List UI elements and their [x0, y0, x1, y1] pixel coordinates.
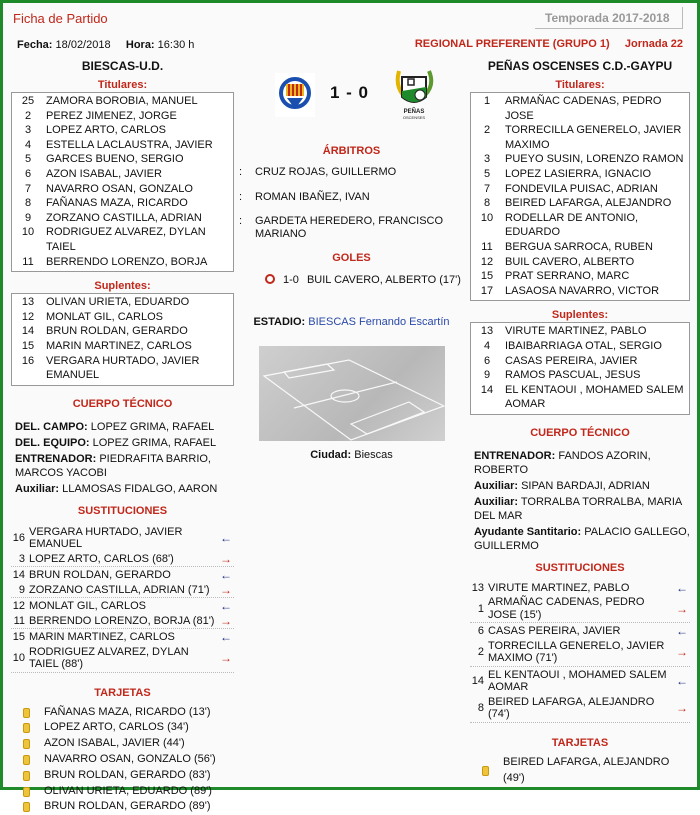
away-substitutions-title: SUSTITUCIONES: [535, 561, 625, 574]
substitution-out: [470, 696, 690, 721]
sub-in-number: 6: [477, 625, 484, 638]
substitution-in: [11, 600, 234, 613]
shield-crest-icon: [275, 73, 315, 117]
player-row: [12, 94, 233, 109]
sub-out-number: 2: [477, 646, 484, 659]
substitution-in: [11, 569, 234, 582]
player-number: 13: [480, 325, 494, 338]
sub-out-number: 11: [13, 614, 25, 627]
home-cards-title: TARJETAS: [94, 686, 151, 699]
sub-in-number: 14: [12, 569, 25, 582]
player-row: [471, 354, 689, 369]
sub-in-name: CASAS PEREIRA, JAVIER: [488, 625, 621, 638]
arrow-right-out-icon: →: [220, 582, 232, 597]
referee-row: [239, 191, 464, 204]
player-number: 4: [483, 339, 491, 352]
substitution-out: [11, 615, 234, 628]
sub-out-number: 10: [12, 651, 25, 664]
player-number: 14: [480, 383, 494, 396]
away-cards-list: [470, 755, 690, 787]
substitution-row: [11, 569, 234, 598]
sub-in-name: MARIN MARTINEZ, CARLOS: [29, 631, 175, 644]
yellow-card-icon: [23, 723, 30, 733]
staff-name: FANDOS AZORIN, ROBERTO: [474, 449, 651, 476]
city-info: [239, 449, 464, 461]
card-row: [11, 784, 234, 800]
sub-out-number: 1: [477, 602, 484, 615]
sub-in-number: 16: [12, 531, 25, 544]
competition-info: [415, 38, 683, 50]
player-number: 8: [483, 197, 491, 210]
staff-name: LLAMOSAS FIDALGO, AARON: [62, 482, 218, 495]
player-number: 16: [21, 354, 35, 367]
player-name: PUEYO SUSIN, LORENZO RAMON: [505, 153, 684, 166]
city-label: Ciudad:: [310, 449, 352, 461]
referee-name: ROMAN IBAÑEZ, IVAN: [255, 190, 370, 203]
player-name: NAVARRO OSAN, GONZALO: [46, 182, 193, 195]
referee-colon: :: [239, 215, 243, 227]
player-name: ARMAÑAC CADENAS, PEDRO JOSE: [505, 95, 662, 122]
player-number: 2: [24, 109, 32, 122]
arrow-left-in-icon: ←: [220, 599, 232, 614]
yellow-card-icon: [23, 755, 30, 765]
staff-name: LOPEZ GRIMA, RAFAEL: [92, 436, 217, 449]
player-name: IBAIBARRIAGA OTAL, SERGIO: [505, 339, 662, 352]
referees-title: ÁRBITROS: [322, 145, 381, 157]
away-starters-list: [470, 92, 690, 301]
home-subs-title: Suplentes:: [94, 280, 151, 293]
card-player: BRUN ROLDAN, GERARDO (83'): [44, 768, 211, 781]
away-staff-title: CUERPO TÉCNICO: [530, 426, 630, 439]
player-name: LOPEZ ARTO, CARLOS: [46, 124, 167, 137]
arrow-right-out-icon: →: [220, 650, 232, 665]
player-row: [12, 123, 233, 138]
laurel-crest-icon: [393, 65, 435, 123]
home-substitutions-title: SUSTITUCIONES: [77, 504, 168, 517]
player-name: BERRENDO LORENZO, BORJA: [46, 255, 208, 268]
stadium-label: ESTADIO:: [253, 316, 306, 328]
player-row: [471, 368, 689, 383]
sub-in-name: BRUN ROLDAN, GERARDO: [29, 569, 171, 582]
yellow-card-icon: [23, 787, 30, 797]
player-number: 14: [21, 325, 35, 338]
arrow-left-in-icon: ←: [220, 630, 232, 645]
arrow-right-out-icon: →: [676, 701, 688, 716]
time-value: 16:30 h: [157, 39, 195, 51]
referee-colon: :: [239, 190, 243, 203]
staff-row: [15, 482, 234, 496]
player-number: 5: [24, 153, 32, 166]
sub-in-name: EL KENTAOUI , MOHAMED SALEM AOMAR: [488, 668, 667, 694]
card-row: [11, 705, 234, 721]
staff-row: [15, 452, 234, 480]
away-team-name: PEÑAS OSCENSES C.D.-GAYPU: [487, 59, 673, 73]
yellow-card-icon: [23, 739, 30, 749]
player-number: 13: [21, 296, 35, 309]
player-number: 8: [24, 197, 32, 210]
player-row: [12, 295, 233, 310]
arrow-left-in-icon: ←: [676, 624, 688, 639]
arrow-left-in-icon: ←: [676, 674, 688, 689]
goal-row: [239, 274, 464, 286]
player-number: 9: [483, 369, 491, 382]
goal-score: 1-0: [283, 274, 299, 286]
yellow-card-icon: [482, 766, 489, 776]
staff-role: DEL. EQUIPO:: [15, 436, 90, 449]
staff-role: Auxiliar:: [15, 482, 60, 495]
away-cards-title: TARJETAS: [551, 736, 609, 749]
player-row: [471, 94, 689, 123]
player-row: [471, 339, 689, 354]
card-row: [11, 799, 234, 815]
player-name: MARIN MARTINEZ, CARLOS: [46, 339, 192, 352]
sub-in-name: MONLAT GIL, CARLOS: [29, 600, 146, 613]
player-row: [12, 310, 233, 325]
sub-out-name: ZORZANO CASTILLA, ADRIAN (71'): [29, 583, 210, 596]
player-row: [471, 196, 689, 211]
player-row: [12, 255, 233, 270]
home-starters-list: [11, 92, 234, 272]
player-number: 3: [483, 153, 491, 166]
staff-row: [474, 449, 690, 477]
player-number: 11: [481, 240, 493, 253]
card-player: BRUN ROLDAN, GERARDO (89'): [44, 800, 211, 813]
player-name: ZAMORA BOROBIA, MANUEL: [46, 95, 198, 107]
staff-name: PIEDRAFITA BARRIO, MARCOS YACOBI: [15, 452, 211, 479]
substitution-row: [470, 625, 690, 667]
player-row: [12, 354, 233, 383]
substitution-in: [470, 669, 690, 694]
player-name: BRUN ROLDAN, GERARDO: [46, 325, 188, 338]
home-starters-title: Titulares:: [97, 79, 148, 91]
player-row: [12, 182, 233, 197]
player-row: [12, 138, 233, 153]
sub-out-name: RODRIGUEZ ALVAREZ, DYLAN TAIEL (88'): [29, 645, 189, 671]
player-row: [12, 167, 233, 182]
goal-scorer: BUIL CAVERO, ALBERTO (17'): [306, 274, 461, 286]
sub-in-number: 13: [471, 581, 484, 594]
substitution-out: [470, 640, 690, 665]
sub-out-name: LOPEZ ARTO, CARLOS (68'): [29, 552, 174, 565]
yellow-card-icon: [23, 802, 30, 812]
player-number: 4: [24, 138, 32, 151]
card-player: OLIVAN URIETA, EDUARDO (89'): [44, 784, 212, 797]
staff-role: Auxiliar:: [474, 495, 519, 508]
home-subs-list: [11, 293, 234, 386]
staff-name: PALACIO GALLEGO, GUILLERMO: [474, 525, 690, 552]
staff-role: Ayudante Santitario:: [474, 525, 582, 538]
svg-text:PEÑAS: PEÑAS: [403, 109, 425, 115]
staff-row: [474, 495, 690, 523]
card-row: [11, 752, 234, 768]
player-row: [12, 152, 233, 167]
arrow-left-in-icon: ←: [220, 530, 232, 545]
yellow-card-icon: [23, 771, 30, 781]
player-name: RODRIGUEZ ALVAREZ, DYLAN TAIEL: [46, 226, 206, 253]
competition-name: REGIONAL PREFERENTE (GRUPO 1): [414, 38, 610, 50]
substitution-out: [11, 646, 234, 671]
player-name: LOPEZ LASIERRA, IGNACIO: [505, 167, 652, 180]
substitution-out: [11, 584, 234, 597]
card-player: LOPEZ ARTO, CARLOS (34'): [44, 721, 189, 734]
player-row: [12, 324, 233, 339]
sub-out-name: TORRECILLA GENERELO, JAVIER MAXIMO (71'): [488, 639, 665, 665]
player-number: 6: [24, 167, 32, 180]
referee-name: GARDETA HEREDERO, FRANCISCO MARIANO: [255, 215, 444, 240]
player-row: [471, 152, 689, 167]
player-number: 15: [21, 339, 35, 352]
player-number: 11: [22, 255, 34, 268]
sub-in-name: VERGARA HURTADO, JAVIER EMANUEL: [29, 525, 183, 551]
substitution-in: [470, 625, 690, 638]
arrow-right-out-icon: →: [676, 601, 688, 616]
page-title: Ficha de Partido: [13, 11, 108, 26]
season-tab[interactable]: Temporada 2017-2018: [535, 7, 683, 29]
staff-row: [15, 420, 234, 434]
away-starters-title: Titulares:: [555, 79, 605, 91]
player-number: 10: [21, 226, 35, 239]
substitution-in: [11, 631, 234, 644]
card-row: [11, 768, 234, 784]
arrow-right-out-icon: →: [676, 645, 688, 660]
substitution-in: [470, 582, 690, 595]
player-number: 5: [483, 167, 491, 180]
home-column: [11, 79, 234, 815]
player-name: ESTELLA LACLAUSTRA, JAVIER: [46, 138, 213, 151]
stadium-link[interactable]: BIESCAS Fernando Escartín: [308, 316, 450, 328]
staff-row: [474, 479, 690, 493]
center-column: [239, 145, 464, 328]
substitution-row: [11, 600, 234, 629]
player-number: 12: [21, 310, 35, 323]
substitution-row: [470, 669, 690, 723]
player-row: [12, 196, 233, 211]
home-team-logo: [275, 73, 315, 117]
referee-row: [239, 215, 464, 240]
player-row: [471, 269, 689, 284]
substitution-out: [470, 596, 690, 621]
home-substitutions-list: [11, 526, 234, 673]
player-name: OLIVAN URIETA, EDUARDO: [46, 296, 190, 309]
player-name: BUIL CAVERO, ALBERTO: [505, 255, 635, 268]
player-name: CASAS PEREIRA, JAVIER: [505, 354, 638, 367]
card-row: [470, 755, 690, 787]
player-name: LASAOSA NAVARRO, VICTOR: [505, 284, 660, 297]
card-player: NAVARRO OSAN, GONZALO (56'): [44, 753, 216, 766]
sub-in-number: 14: [471, 675, 484, 688]
staff-row: [15, 436, 234, 450]
player-name: PRAT SERRANO, MARC: [505, 270, 630, 283]
player-name: PEREZ JIMENEZ, JORGE: [46, 109, 177, 122]
home-staff-title: CUERPO TÉCNICO: [72, 397, 173, 410]
player-row: [471, 383, 689, 412]
player-name: FONDEVILA PUISAC, ADRIAN: [505, 182, 658, 195]
player-row: [471, 240, 689, 255]
stadium-info: [239, 316, 464, 328]
player-number: 12: [480, 255, 494, 268]
player-row: [471, 182, 689, 197]
player-number: 10: [480, 211, 494, 224]
arrow-right-out-icon: →: [220, 551, 232, 566]
sub-in-name: VIRUTE MARTINEZ, PABLO: [488, 581, 630, 594]
player-row: [471, 167, 689, 182]
date-label: Fecha:: [17, 39, 53, 51]
player-name: MONLAT GIL, CARLOS: [46, 310, 163, 323]
sub-in-number: 15: [12, 631, 25, 644]
away-team-logo: [393, 65, 435, 123]
player-number: 17: [480, 284, 494, 297]
referee-row: [239, 166, 464, 179]
player-name: FAÑANAS MAZA, RICARDO: [46, 197, 188, 210]
matchday: Jornada 22: [624, 38, 683, 50]
card-player: BEIRED LAFARGA, ALEJANDRO (49'): [503, 755, 670, 784]
away-subs-title: Suplentes:: [551, 309, 609, 322]
sub-out-name: BERRENDO LORENZO, BORJA (81'): [29, 614, 215, 627]
referee-colon: :: [239, 166, 243, 178]
player-name: RODELLAR DE ANTONIO, EDUARDO: [505, 211, 639, 239]
player-row: [471, 255, 689, 270]
referees-list: [239, 166, 464, 240]
player-name: TORRECILLA GENERELO, JAVIER MAXIMO: [505, 124, 682, 151]
home-team-name: BIESCAS-U.D.: [81, 59, 164, 73]
card-player: FAÑANAS MAZA, RICARDO (13'): [44, 705, 211, 718]
match-datetime: [17, 39, 194, 51]
player-name: BEIRED LAFARGA, ALEJANDRO: [505, 197, 672, 210]
staff-name: LOPEZ GRIMA, RAFAEL: [90, 420, 215, 433]
substitution-row: [470, 582, 690, 624]
player-number: 1: [483, 95, 491, 107]
substitution-row: [11, 631, 234, 673]
svg-text:OSCENSES: OSCENSES: [402, 115, 426, 120]
card-row: [11, 736, 234, 752]
staff-name: SIPAN BARDAJI, ADRIAN: [521, 479, 650, 492]
yellow-card-icon: [23, 708, 30, 718]
player-name: VIRUTE MARTINEZ, PABLO: [505, 325, 647, 338]
player-row: [471, 123, 689, 152]
away-column: [470, 79, 690, 786]
away-substitutions-list: [470, 582, 690, 723]
sub-out-name: ARMAÑAC CADENAS, PEDRO JOSE (15'): [488, 596, 645, 621]
sub-out-number: 8: [477, 702, 484, 715]
player-name: VERGARA HURTADO, JAVIER EMANUEL: [46, 354, 200, 382]
away-subs-list: [470, 322, 690, 415]
staff-role: DEL. CAMPO:: [15, 420, 88, 433]
sub-out-number: 3: [18, 552, 25, 565]
player-name: AZON ISABAL, JAVIER: [46, 167, 162, 180]
player-row: [12, 211, 233, 226]
time-label: Hora:: [125, 39, 155, 51]
player-name: EL KENTAOUI , MOHAMED SALEM AOMAR: [505, 383, 684, 411]
sub-out-number: 9: [18, 583, 25, 596]
home-staff-list: [11, 420, 234, 496]
player-name: BERGUA SARROCA, RUBEN: [505, 240, 653, 253]
goals-title: GOLES: [332, 252, 371, 264]
player-row: [12, 109, 233, 124]
staff-role: ENTRENADOR:: [15, 452, 97, 465]
player-number: 2: [483, 124, 491, 137]
player-row: [471, 324, 689, 339]
away-staff-list: [470, 449, 690, 553]
player-name: GARCES BUENO, SERGIO: [46, 153, 184, 166]
staff-role: Auxiliar:: [474, 479, 519, 492]
date-value: 18/02/2018: [55, 39, 111, 51]
player-number: 9: [24, 211, 32, 224]
home-cards-list: [11, 705, 234, 815]
player-number: 6: [483, 354, 491, 367]
card-player: AZON ISABAL, JAVIER (44'): [44, 737, 185, 750]
arrow-left-in-icon: ←: [220, 568, 232, 583]
match-score: 1 - 0: [330, 83, 370, 102]
city-value: Biescas: [354, 449, 393, 461]
staff-role: ENTRENADOR:: [474, 449, 556, 462]
player-row: [471, 284, 689, 299]
soccer-ball-icon: [265, 274, 275, 284]
sub-in-number: 12: [12, 600, 25, 613]
player-name: RAMOS PASCUAL, JESUS: [505, 369, 641, 382]
arrow-left-in-icon: ←: [676, 580, 688, 595]
player-number: 15: [480, 270, 494, 283]
substitution-out: [11, 553, 234, 566]
football-pitch-icon: [259, 346, 445, 441]
player-number: 7: [24, 182, 32, 195]
player-row: [12, 225, 233, 254]
staff-name: TORRALBA TORRALBA, MARIA DEL MAR: [474, 495, 682, 522]
player-row: [471, 211, 689, 240]
card-row: [11, 720, 234, 736]
stadium-image: [259, 346, 445, 441]
goals-list: [239, 274, 464, 286]
arrow-right-out-icon: →: [220, 613, 232, 628]
player-number: 25: [21, 95, 35, 107]
referee-name: CRUZ ROJAS, GUILLERMO: [255, 166, 397, 178]
player-number: 7: [483, 182, 491, 195]
player-row: [12, 339, 233, 354]
substitution-in: [11, 526, 234, 551]
sub-out-name: BEIRED LAFARGA, ALEJANDRO (74'): [488, 695, 655, 721]
substitution-row: [11, 526, 234, 568]
player-number: 3: [24, 124, 32, 137]
staff-row: [474, 525, 690, 553]
player-name: ZORZANO CASTILLA, ADRIAN: [46, 211, 202, 224]
